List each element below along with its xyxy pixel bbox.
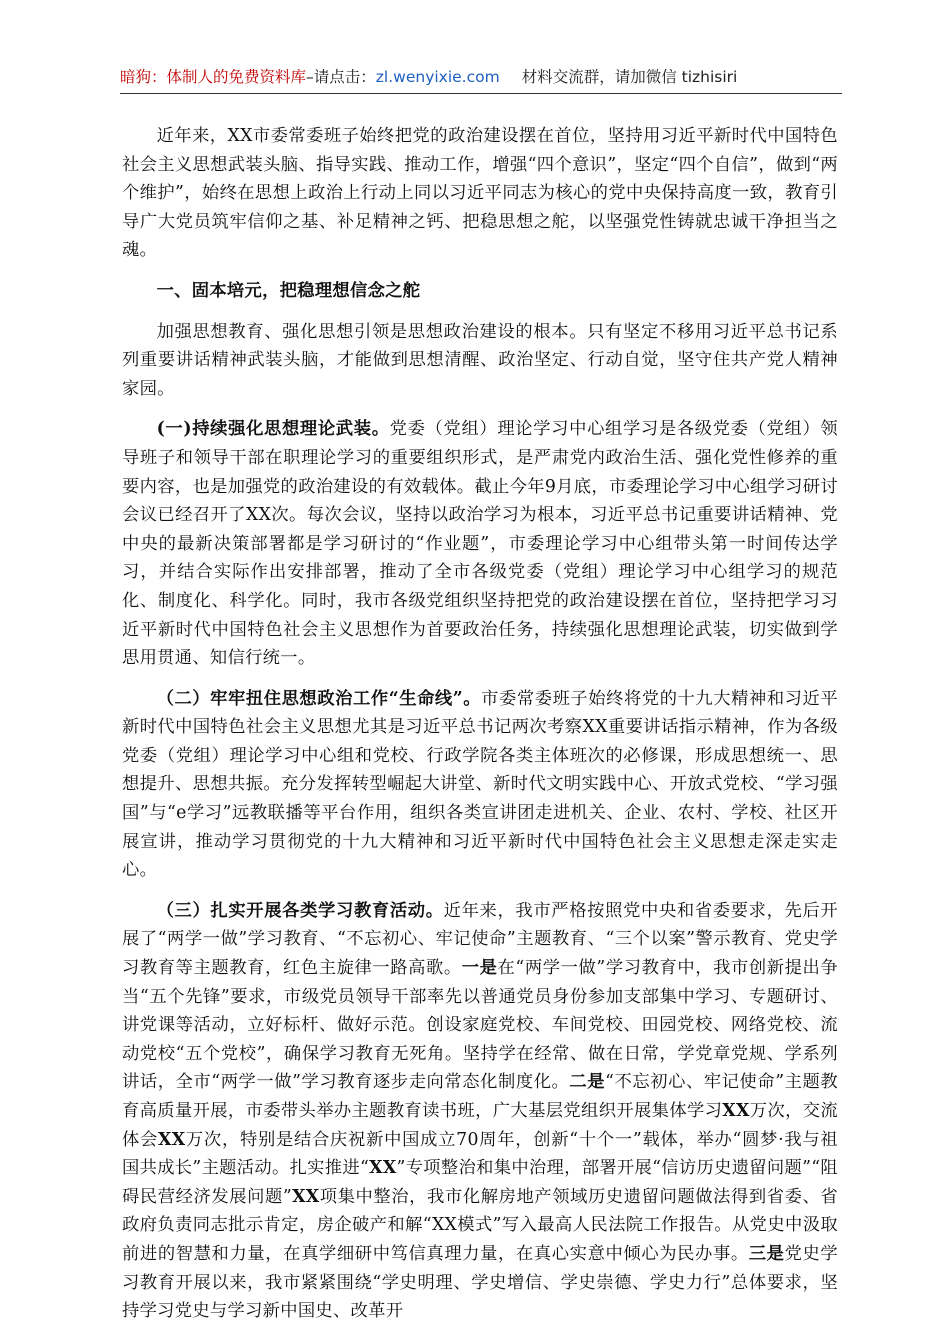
bold-xx-4: XX	[292, 1186, 320, 1207]
header-wechat-note: 材料交流群，请加微信 tizhisiri	[521, 68, 738, 86]
bold-xx-2: XX	[158, 1129, 186, 1150]
header-url-link[interactable]: zl.wenyixie.com	[375, 68, 500, 86]
header-divider	[120, 93, 842, 94]
subsection-1-text: 党委（党组）理论学习中心组学习是各级党委（党组）领导班子和领导干部在职理论学习的重要组织形式，是严肃党内政治生活、强化党性修养的重要内容，也是加强党的政治建设的有效载体。截止今年9月底，市委理论学习中心组学习研讨会议已经召开了XX次。每次会议，坚持以政治学习为根本，习近平总书记重要讲话精神、党中央的最新决策部署都是学习研讨的“作业题”，市委理论学习中心组带头第一时间传达学习，并结合实际作出安排部署，推动了全市各级党委（党组）理论学习中心组学习的规范化、制度化、科学化。同时，我市各级党组织坚持把党的政治建设摆在首位，坚持把学习习近平新时代中国特色社会主义思想作为首要政治任务，持续强化思想理论武装，切实做到学思用贯通、知信行统一。	[122, 419, 838, 669]
subsection-2-paragraph	[122, 685, 838, 885]
section-intro-paragraph: 加强思想教育、强化思想引领是思想政治建设的根本。只有坚定不移用习近平总书记系列重要讲话精神武装头脑，才能做到思想清醒、政治坚定、行动自觉，坚守住共产党人精神家园。	[122, 321, 838, 399]
bold-xx-3: XX	[369, 1158, 397, 1179]
subsection-3-text-f: ”专项整治和集中治理，部署开展“信访历史遗留问题”“阻碍民营经济发展问题”	[122, 1158, 838, 1207]
subsection-3-text-h: 党史学习教育开展以来，我市紧紧围绕“学史明理、学史增信、学史崇德、学史力行”总体要求，坚持学习党史与学习新中国史、改革开	[122, 1243, 838, 1322]
subsection-1-paragraph	[122, 415, 838, 672]
subsection-3-text-b: 在“两学一做”学习教育中，我市创新提出争当“五个先锋”要求，市级党员领导干部率先以普通党员身份参加支部集中学习、专题研讨、讲党课等活动，立好标杆、做好示范。创设家庭党校、车间党校、田园党校、网络党校、流动党校“五个党校”，确保学习教育无死角。坚持学在经常、做在日常，学党章党规、学系列讲话，全市“两学一做”学习教育逐步走向常态化制度化。	[122, 958, 839, 1093]
header-site-name: 暗狗：体制人的免费资料库	[120, 68, 307, 86]
subsection-3-paragraph	[122, 897, 838, 1326]
document-body	[122, 122, 838, 1338]
subsection-3-text-a: 近年来，我市严格按照党中央和省委要求，先后开展了“两学一做”学习教育、“不忘初心、牢记使命”主题教育、“三个以案”警示教育、党史学习教育等主题教育，红色主旋律一路高歌。	[122, 900, 838, 979]
subsection-3-title: （三）扎实开展各类学习教育活动。	[156, 900, 444, 921]
subsection-1-title: (一)持续强化思想理论武装。	[156, 419, 390, 440]
marker-second: 二是	[569, 1072, 606, 1093]
subsection-3-text-e: 万次，特别是结合庆祝新中国成立70周年，创新“十个一”载体，举办“圆梦·我与祖国共成长”主题活动。扎实推进“	[122, 1129, 838, 1179]
marker-first: 一是	[461, 958, 498, 979]
page-header	[120, 64, 842, 90]
subsection-3-text-d: 万次，交流体会	[122, 1101, 838, 1150]
subsection-2-text: 市委常委班子始终将党的十九大精神和习近平新时代中国特色社会主义思想尤其是习近平总书记两次考察XX重要讲话指示精神，作为各级党委（党组）理论学习中心组和党校、行政学院各类主体班次的必修课，形成思想统一、思想提升、思想共振。充分发挥转型崛起大讲堂、新时代文明实践中心、开放式党校、“学习强国”与“e学习”远教联播等平台作用，组织各类宣讲团走进机关、企业、农村、学校、社区开展宣讲，推动学习贯彻党的十九大精神和习近平新时代中国特色社会主义思想走深走实走心。	[122, 688, 838, 881]
header-click-prompt: –请点击：	[306, 68, 376, 86]
subsection-3-text-c: “不忘初心、牢记使命”主题教育高质量开展，市委带头举办主题教育读书班，广大基层党组织开展集体学习	[122, 1072, 838, 1121]
marker-third: 三是	[748, 1243, 785, 1264]
intro-paragraph: 近年来，XX市委常委班子始终把党的政治建设摆在首位，坚持用习近平新时代中国特色社会主义思想武装头脑、指导实践、推动工作，增强“四个意识”，坚定“四个自信”，做到“两个维护”，始终在思想上政治上行动上同以习近平同志为核心的党中央保持高度一致，教育引导广大党员筑牢信仰之基、补足精神之钙、把稳思想之舵，以坚强党性铸就忠诚干净担当之魂。	[122, 126, 838, 261]
subsection-3-text-g: 项集中整治，我市化解房地产领域历史遗留问题做法得到省委、省政府负责同志批示肯定，房企破产和解“XX模式”写入最高人民法院工作报告。从党史中汲取前进的智慧和力量，在真学细研中笃信真理力量，在真心实意中倾心为民办事。	[122, 1186, 838, 1264]
bold-xx-1: XX	[722, 1101, 750, 1121]
section-heading: 一、固本培元，把稳理想信念之舵	[156, 280, 421, 301]
subsection-2-title: （二）牢牢扭住思想政治工作“生命线”。	[156, 688, 482, 709]
